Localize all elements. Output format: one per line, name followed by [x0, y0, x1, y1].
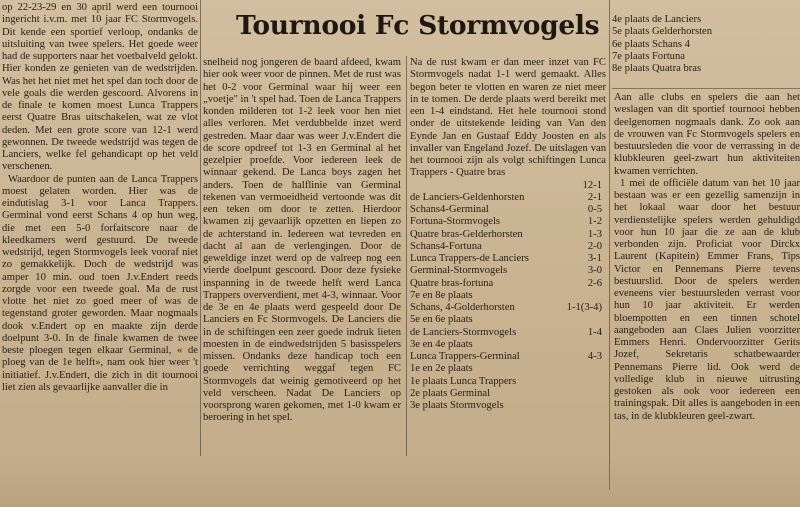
rankings-rule: [612, 88, 800, 89]
result-match: de Lanciers-Stormvogels: [410, 326, 517, 338]
column-3: [410, 57, 606, 455]
result-row: [410, 229, 606, 241]
column-2: [203, 57, 401, 455]
result-row: [410, 290, 606, 302]
result-row: [410, 339, 606, 351]
result-row: [410, 278, 606, 290]
ranking-item: 5e plaats Gelderhorsten: [612, 26, 713, 38]
result-score: 1-3: [587, 228, 602, 240]
result-match: 3e plaats Stormvogels: [410, 400, 504, 411]
result-row: [410, 314, 606, 326]
result-match: 1e en 2e plaats: [410, 363, 473, 375]
result-score: [602, 314, 606, 326]
result-row: [410, 216, 606, 228]
result-score: 1-1(3-4): [566, 302, 602, 313]
result-match: Germinal-Stormvogels: [410, 265, 508, 277]
result-row: [410, 376, 606, 388]
result-match: 5e en 6e plaats: [410, 314, 473, 326]
result-score: 3-0: [587, 265, 602, 277]
column-1-paragraph: op 22-23-29 en 30 april werd een tournooi ingericht i.v.m. met 10 jaar FC Stormvogels. Dit kende een sportief verloop, ondanks de uitsluiting van twee spelers. Het goede weer had de supporters naar het voetbalveld gelokt. Hier konden ze genieten van de wedstrijden. Was het het niet met het spel dan toch door de vele goals die werden gescoord. Alvorens in de finale te komen moest Lunca Trappers eerst Quatre Bras uitschakelen, wat ze vlot deden. Met een grote score van 12-1 werd gewonnen. De tweede wedstrijd was tegen de Lanciers, welke fel gehandicapt op het veld verschenen.: [2, 2, 198, 173]
result-score: 2-0: [587, 240, 602, 252]
result-score: [602, 388, 606, 400]
result-score: 4-3: [587, 351, 602, 362]
result-row: [410, 253, 606, 265]
result-match: Lunca Trappers-Germinal: [410, 351, 520, 362]
result-score: [602, 290, 606, 302]
result-row: [410, 363, 606, 375]
result-match: Schans4-Fortuna: [410, 240, 482, 252]
column-5: [614, 92, 800, 482]
result-match: 2e plaats Germinal: [410, 387, 491, 399]
result-match: Quatre bras-fortuna: [410, 277, 494, 289]
result-score: 12-1: [582, 179, 602, 191]
result-row: [410, 204, 606, 216]
rankings-list: [612, 14, 800, 75]
article-title: Tournooi Fc Stormvogels: [236, 10, 600, 41]
result-match: Quatre bras-Gelderhorsten: [410, 228, 523, 240]
result-match: Fortuna-Stormvogels: [410, 216, 501, 228]
paper-edge: [0, 458, 800, 507]
result-match: Schans, 4-Golderhorsten: [410, 302, 515, 313]
result-row: [410, 265, 606, 277]
ranking-item: 6e plaats Schans 4: [612, 38, 690, 50]
result-match: de Lanciers-Geldenhorsten: [410, 191, 525, 203]
column-5-paragraph: Aan alle clubs en spelers die aan het weslagen van dit sportief tournooi hebben deelgenomen nogmaals dank. Zo ook aan de vrouwen van Fc Stormvogels spelers en bestuursleden die voor de verrassing in de klubkleuren geel-zwart hun aktiviteiten kwamen verrichten.: [614, 92, 800, 177]
column-1: [2, 2, 198, 492]
results-list: [410, 180, 606, 413]
rankings-column: [612, 14, 800, 84]
column-divider: [406, 56, 407, 456]
result-score: 2-6: [587, 277, 602, 289]
result-score: [602, 339, 606, 351]
result-match: 7e en 8e plaats: [410, 289, 473, 301]
ranking-item: 4e plaats de Lanciers: [612, 14, 702, 25]
column-divider: [200, 0, 201, 456]
ranking-item: 8e plaats Quatra bras: [612, 63, 702, 74]
result-match: 3e en 4e plaats: [410, 338, 473, 350]
result-match: 1e plaats Lunca Trappers: [410, 375, 517, 387]
column-1-paragraph: Waardoor de punten aan de Lanca Trappers moest gelaten worden. Hier was de eindutislag 3-1 voor Lanca Trappers. Germinal vond eerst Schans 4 op hun weg, die met een 5-0 forfaitscore naar de kleedkamers werd gestuurd. De tweede wedstrijd, tegen Stormvogels leek vooraf niet zo gemakkelijk. Doch de wedstrijd was amper 10 min. oud toen J.v.Endert reeds zorgde voor een tweede goal. Ma de rust vlotte het niet zo goed meer of was de tegenstand groter geworden. Maar nogmaals dook v.Endert op en maakte zijn derde doelpunt 3-0. In de finale kwamen de twee beste ploegen tegen elkaar Germinal, « de ploeg van de 1e helft», nam ook hier weer 't initiatief. J.v.Endert, die zich in dit tournooi liet zien als gevaarlijke aanvaller die in: [2, 173, 198, 393]
result-score: 3-1: [587, 253, 602, 264]
column-divider: [609, 0, 610, 490]
result-score: 0-5: [587, 204, 602, 215]
result-row: [410, 180, 606, 192]
column-2-paragraph: snelheid nog jongeren de baard afdeed, kwam hier ook weer voor de pinnen. Met de rust was het 0-2 voor Germinal waar hij weer een „voetje" in 't spel had. Toen de Lanca Trappers konden milderen tot 1-2 leek voor hen niet alles verloren. Met verdubbelde inzet werd gestreden. Maar daar was weer J.v.Endert die de score opdreef tot 1-3 en Germinal al het gezelpier proefde. Voor iedereen leek de winnaar gekend. De Lanca boys zagen het anders. Toen de halflinie van Germinal tekenen van vermoeidheid vertoonde was dit een teken om door te zetten. Hierdoor kwamen zij gevaarlijk opzetten en liepen zo de achterstand in. Iedereen wat tevreden en dacht al aan de verlengingen. Door de geweldige inzet werd op de valreep nog een vierde doelpunt gescoord. Door deze fysieke inspanning in de tweede helft werd Lanca Trappers oververdient, met 4-3, winnaar. Voor de 3e en 4e plaats werd gespeeld door De Lanciers en Fc Stormvogels. De Lanciers die in de schiftingen een zeer goede indruk lieten moesten in de eindwedstrijden 5 basisspelers missen. Ondanks deze handicap toch een goede verrichting weggaf tegen FC Stormvogels dat weinig gemotiveerd op het veld verscheen. Nadat De Lanciers op voorsprong waren gekomen, met 1-0 kwam er beroering in het spel.: [203, 57, 401, 424]
ranking-item: 7e plaats Fortuna: [612, 50, 685, 62]
result-match: Lunca Trappers-de Lanciers: [410, 253, 529, 264]
result-score: [602, 376, 606, 388]
result-row: [410, 400, 606, 412]
result-score: 1-4: [587, 326, 602, 338]
column-5-paragraph: 1 mei de officiële datum van het 10 jaar bestaan was er een gezellig samenzijn in het lokaal waar door het bestuur verdienstelijke spelers werden gehuldigd voor hun 10 jaar die ze aan de klub verbonden zijn. Proficiat voor Dirckx Laurent (Kapitein) Emmer Frans, Tips Victor en Pennemans Pierre tevens bestuurslid. Door de spelers werden eveneens vier bestuursleden verrast voor hun 10 jaar aktiviteit. Er werden bloempotten en een tinnen schotel aangeboden aan Claes Julien voorzitter Emmers Henri. Ondervoorzitter Gerits Jozef, Sekretaris schatbewaarder Pennemans Pierre lid. Ook werd de volledige klub in nieuwe uitrusting gestoken als ook voor iedereen een trainingspak. Dit alles is aangeboden in een tas, in de klubkleuren geel-zwart.: [614, 177, 800, 422]
result-row: [410, 351, 606, 363]
result-match: Schans4-Germinal: [410, 204, 489, 215]
result-row: [410, 302, 606, 314]
result-score: [602, 363, 606, 375]
result-score: 2-1: [587, 191, 602, 203]
result-score: [602, 400, 606, 412]
result-score: 1-2: [587, 216, 602, 228]
result-row: [410, 388, 606, 400]
result-row: [410, 327, 606, 339]
result-row: [410, 192, 606, 204]
column-3-paragraph: Na de rust kwam er dan meer inzet van FC Stormvogels nadat 1-1 werd gemaakt. Alles begon beter te vlotten en waren ze niet meer in te tomen. De derde plaats werd bereikt met een 1-4 eindstand. Het hele tournooi stond onder de uitstekende leiding van Van den Eynde Jan en Gustaaf Eddy Joosten en als invaller van Engeland Jozef. De uitslagen van het tournooi zijn als volgt schiftingen Lunca Trappers - Quatre bras: [410, 57, 606, 179]
result-row: [410, 241, 606, 253]
